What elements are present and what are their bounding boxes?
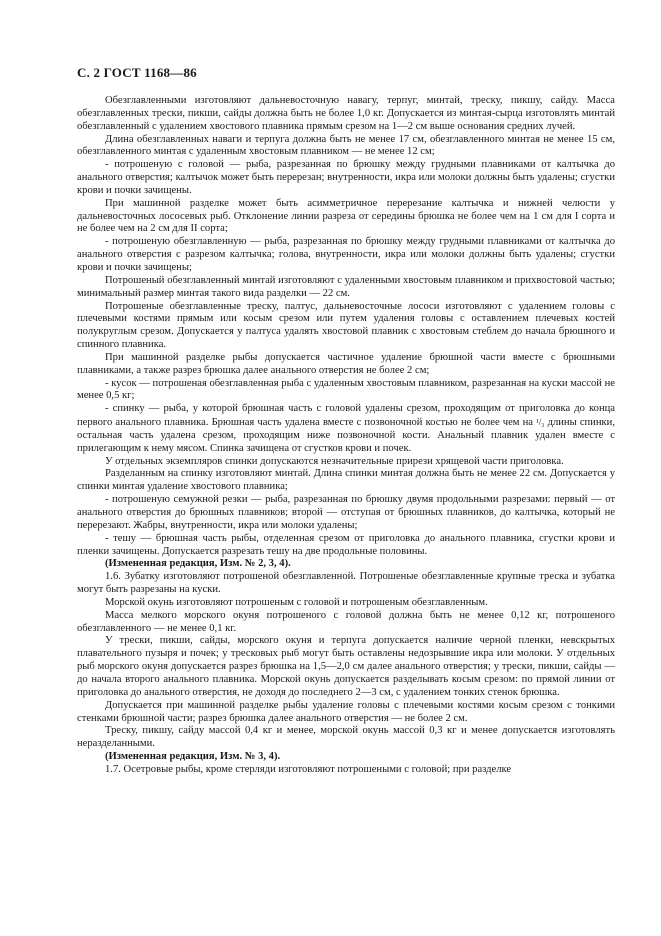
paragraph-11: У отдельных экземпляров спинки допускаются незначительные прирези хрящевой части приголовка.: [105, 455, 564, 467]
paragraph-21: Треску, пикшу, сайду массой 0,4 кг и менее, морской окунь массой 0,3 кг и менее допускается изготовлять неразделанными.: [77, 725, 615, 750]
paragraph-5: - потрошеную обезглавленную — рыба, разрезанная по брюшку между грудными плавниками от калтычка до анального отверстия с разрезом калтычка; голова, внутренности, икра или молоки должны быть удалены; сгустки крови и почки зачищены;: [77, 236, 615, 273]
paragraph-3: - потрошеную с головой — рыба, разрезанная по брюшку между грудными плавниками от калтычка до анального отверстия; калтычок может быть перерезан; внутренности, икра или молоки должны быть удалены; сгустки крови и почки зачищены.: [77, 159, 615, 196]
paragraph-20: Допускается при машинной разделке рыбы удаление головы с плечевыми костями косым срезом с тонкими стенками брюшной части; разрез брюшка далее анального отверстия — не более 2 см.: [77, 699, 615, 724]
paragraph-10: [77, 403, 615, 455]
paragraph-23: 1.7. Осетровые рыбы, кроме стерляди изготовляют потрошеными с головой; при разделке: [105, 763, 512, 775]
paragraph-10-part-1: - спинку — рыба, у которой брюшная часть с головой удалены срезом, проходящим от приголовка до конца первого анального плавника. Брюшная часть удалена вместе с позвоночной костью не более чем на: [77, 403, 615, 429]
amendment-note-1: (Измененная редакция, Изм. № 2, 3, 4).: [105, 558, 291, 570]
paragraph-14: - тешу — брюшная часть рыбы, отделенная срезом от приголовка до анального плавника, сгустки крови и пленки зачищены. Допускается разрезать тешу на две продольные половины.: [77, 532, 615, 557]
document-body: [77, 95, 615, 777]
paragraph-8: При машинной разделке рыбы допускается частичное удаление брюшной части вместе с брюшными плавниками, а также разрез брюшка далее анального отверстия не более 2 см;: [77, 351, 615, 376]
paragraph-18: Масса мелкого морского окуня потрошеного с головой должна быть не менее 0,12 кг, потрошеного обезглавленного — не менее 0,1 кг.: [77, 609, 615, 634]
paragraph-17: Морской окунь изготовляют потрошеным с головой и потрошеным обезглавленным.: [105, 596, 488, 608]
fraction-one-third: ¹/₃: [536, 417, 545, 428]
paragraph-2: Длина обезглавленных наваги и терпуга должна быть не менее 17 см, обезглавленного минтая не менее 15 см, обезглавленного минтая с удаленным хвостовым плавником — не менее 12 см;: [77, 133, 615, 158]
paragraph-4: При машинной разделке может быть асимметричное перерезание калтычка и нижней челюсти у дальневосточных лососевых рыб. Отклонение линии разреза от середины брюшка не более чем на 1 см для I сорта и не более чем на 2 см для II сорта;: [77, 197, 615, 235]
page-header: С. 2 ГОСТ 1168—86: [77, 65, 197, 80]
paragraph-1: Обезглавленными изготовляют дальневосточную навагу, терпуг, минтай, треску, пикшу, сайду. Масса обезглавленных трески, пикши, сайды должна быть не более 1,0 кг. Допускается из минтая-сырца изготовлять минтай обезглавленный с удалением хвостового плавника прямым срезом на 1—2 см выше основания средних лучей.: [77, 95, 615, 132]
paragraph-13: - потрошеную семужной резки — рыба, разрезанная по брюшку двумя продольными разрезами: первый — от анального отверстия до брюшных плавников; второй — отступая от брюшных плавников, до калтычка, который не перерезают. Жабры, внутренности, икра или молоки удалены;: [77, 494, 615, 531]
amendment-note-2: (Измененная редакция, Изм. № 3, 4).: [105, 751, 281, 763]
paragraph-6: Потрошеный обезглавленный минтай изготовляют с удаленными хвостовым плавником и прихвостовой частью; минимальный размер минтая такого вида разделки — 22 см.: [77, 274, 615, 299]
paragraph-19: У трески, пикши, сайды, морского окуня и терпуга допускается наличие черной пленки, невскрытых плавательного пузыря и почек; у тресковых рыб могут быть оставлены недозрывшие икра или молоки. У отдельных рыб морского окуня допускается разрез брюшка на 1,5—2,0 см далее анального отверстия; у трески, пикши, сайды — до начала второго анального плавника. Морской окунь допускается разделывать косым срезом: по прямой линии от приголовка до анального отверстия, не доходя до последнего 2—3 см, с удалением тонких стенок брюшка.: [77, 635, 615, 698]
paragraph-10-part-2: длины спинки, остальная часть удалена срезом, проходящим ниже позвоночной кости. Анальный плавник удален вместе с прилегающим к нему мясом. Спинка зачищена от сгустков крови и почек.: [77, 417, 615, 454]
paragraph-7: Потрошеные обезглавленные треску, палтус, дальневосточные лососи изготовляют с удалением головы с плечевыми костями прямым или косым срезом или путем удаления головы с оставлением плечевых костей полукруглым срезом. Допускается у палтуса удалять хвостовой плавник с хвостовым стеблем до начала брюшного и спинного плавника.: [77, 300, 615, 351]
paragraph-16: 1.6. Зубатку изготовляют потрошеной обезглавленной. Потрошеные обезглавленные крупные треска и зубатка могут быть разрезаны на куски.: [77, 571, 615, 596]
paragraph-9: - кусок — потрошеная обезглавленная рыба с удаленным хвостовым плавником, разрезанная на куски массой не менее 0,5 кг;: [77, 377, 615, 402]
paragraph-12: Разделанным на спинку изготовляют минтай. Длина спинки минтая должна быть не менее 22 см. Допускается у спинки минтая удаление хвостового плавника;: [77, 468, 615, 493]
